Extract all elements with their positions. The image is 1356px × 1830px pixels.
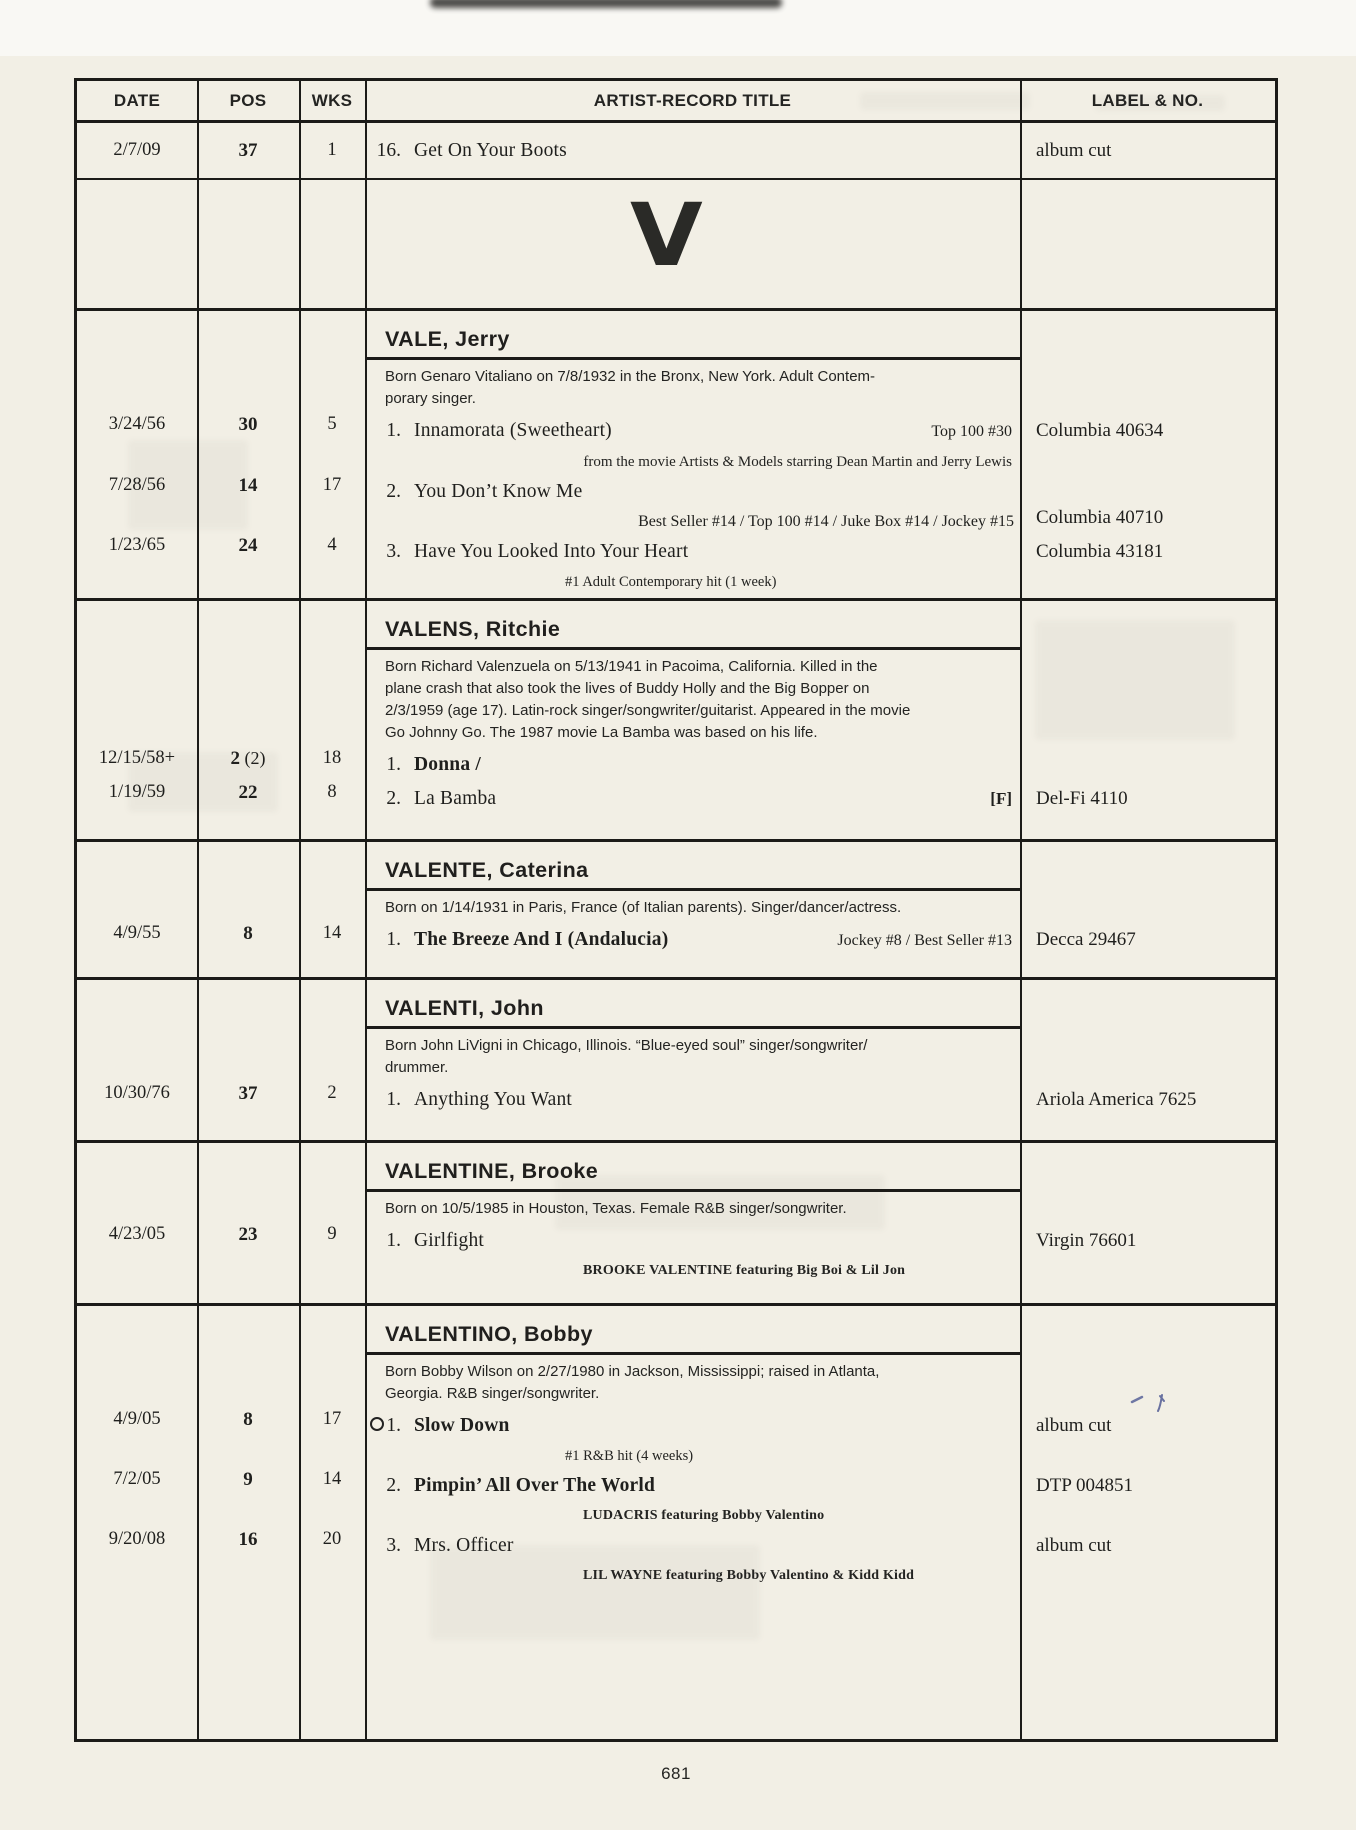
song-subline-credit: BROOKE VALENTINE featuring Big Boi & Lil Jon bbox=[583, 1263, 906, 1278]
song-title: Slow Down bbox=[414, 1415, 510, 1436]
song-number: 1. bbox=[386, 1089, 401, 1110]
bio-line: porary singer. bbox=[385, 390, 476, 407]
artist-name: VALENTE, Caterina bbox=[385, 858, 589, 882]
song-title: Innamorata (Sweetheart) bbox=[414, 420, 612, 441]
peak-position: 8 bbox=[243, 1409, 253, 1430]
song-title-line bbox=[365, 1409, 1020, 1443]
peak-weeks: (2) bbox=[240, 748, 266, 768]
song-title: You Don’t Know Me bbox=[414, 481, 583, 502]
record-label: album cut bbox=[1036, 1535, 1112, 1556]
entry-date: 9/20/08 bbox=[108, 1529, 166, 1549]
entry-date: 12/15/58+ bbox=[98, 748, 176, 768]
song-subline-credit: LIL WAYNE featuring Bobby Valentino & Kidd Kidd bbox=[583, 1568, 915, 1583]
bio-line: Born John LiVigni in Chicago, Illinois. “Blue-eyed soul” singer/songwriter/ bbox=[385, 1037, 868, 1054]
scan-artifact-smudge bbox=[430, 0, 782, 8]
song-title: La Bamba bbox=[414, 788, 497, 809]
song-title-line bbox=[365, 1469, 1020, 1503]
peak-position: 14 bbox=[238, 475, 258, 496]
artist-bio bbox=[385, 1361, 985, 1405]
peak-position: 37 bbox=[238, 1083, 258, 1104]
entry-peak-position bbox=[197, 748, 299, 782]
song-title: Have You Looked Into Your Heart bbox=[414, 541, 689, 562]
letter-v-divider: V bbox=[630, 186, 700, 287]
song-number: 1. bbox=[386, 929, 401, 950]
chart-entry-row bbox=[77, 475, 1275, 535]
entry-weeks-charted: 20 bbox=[322, 1529, 342, 1549]
song-title: Anything You Want bbox=[414, 1089, 573, 1110]
entry-peak-position: 37 bbox=[238, 139, 258, 161]
entry-date: 4/23/05 bbox=[108, 1224, 166, 1244]
artist-name-rule bbox=[365, 888, 1020, 891]
artist-name-rule bbox=[365, 647, 1020, 650]
entry-weeks-charted: 9 bbox=[327, 1224, 337, 1244]
artist-name: VALE, Jerry bbox=[385, 327, 510, 351]
sections bbox=[77, 311, 1275, 1739]
table-header-row bbox=[77, 81, 1275, 123]
bio-line: Born Bobby Wilson on 2/27/1980 in Jackson, Mississippi; raised in Atlanta, bbox=[385, 1363, 880, 1380]
header-date: DATE bbox=[113, 90, 161, 110]
entry-weeks-charted: 17 bbox=[322, 475, 342, 495]
bio-line: Born Genaro Vitaliano on 7/8/1932 in the Bronx, New York. Adult Contem- bbox=[385, 368, 876, 385]
entry-date: 7/28/56 bbox=[108, 475, 166, 495]
chart-entry-row bbox=[77, 1083, 1275, 1117]
peak-position: 30 bbox=[238, 414, 258, 435]
column-divider bbox=[197, 81, 199, 1739]
record-label: Columbia 43181 bbox=[1036, 541, 1164, 562]
song-title: Donna / bbox=[414, 754, 481, 775]
record-label: Columbia 40634 bbox=[1036, 420, 1164, 441]
entry-date: 4/9/55 bbox=[113, 923, 161, 943]
entry-weeks-charted: 8 bbox=[327, 782, 337, 802]
bio-line: plane crash that also took the lives of Buddy Holly and the Big Bopper on bbox=[385, 680, 870, 697]
artist-name-rule bbox=[365, 1026, 1020, 1029]
song-number: 16. bbox=[376, 139, 401, 161]
record-label bbox=[1020, 748, 1275, 782]
artist-section bbox=[77, 601, 1275, 842]
artist-name: VALENTINE, Brooke bbox=[385, 1159, 599, 1183]
record-label: Virgin 76601 bbox=[1036, 1230, 1137, 1251]
header-artist-record-title: ARTIST-RECORD TITLE bbox=[593, 90, 792, 110]
artist-bio bbox=[385, 366, 985, 410]
record-label: DTP 004851 bbox=[1036, 1475, 1133, 1496]
song-title-line bbox=[365, 748, 1020, 782]
song-subline-chart: Best Seller #14 / Top 100 #14 / Juke Box #14 / Jockey #15 bbox=[638, 513, 1014, 530]
entry-peak-position bbox=[197, 1529, 299, 1589]
chart-entry-row bbox=[77, 1409, 1275, 1469]
peak-position: 8 bbox=[243, 923, 253, 944]
entry-date: 2/7/09 bbox=[113, 140, 161, 160]
record-label: album cut bbox=[1036, 1415, 1112, 1436]
song-subline-note: #1 R&B hit (4 weeks) bbox=[565, 1448, 694, 1464]
entry-peak-position bbox=[197, 414, 299, 475]
entry-peak-position bbox=[197, 1083, 299, 1117]
entry-weeks-charted: 14 bbox=[322, 1469, 342, 1489]
song-number: 1. bbox=[386, 754, 401, 775]
artist-section bbox=[77, 842, 1275, 980]
artist-section bbox=[77, 980, 1275, 1143]
chart-entry-row bbox=[77, 923, 1275, 958]
flip-side-indicator: [F] bbox=[990, 789, 1012, 808]
record-label: Decca 29467 bbox=[1036, 929, 1136, 950]
header-label-no: LABEL & NO. bbox=[1091, 90, 1204, 110]
song-number: 3. bbox=[386, 541, 401, 562]
entry-weeks-charted: 18 bbox=[322, 748, 342, 768]
chart-entry-row bbox=[77, 414, 1275, 475]
entry-peak-position bbox=[197, 535, 299, 595]
song-title-line bbox=[365, 414, 1020, 449]
song-title-line bbox=[365, 1083, 1020, 1117]
artist-name: VALENS, Ritchie bbox=[385, 617, 561, 641]
artist-name-rule bbox=[365, 357, 1020, 360]
artist-name: VALENTINO, Bobby bbox=[385, 1322, 593, 1346]
song-title: Girlfight bbox=[414, 1230, 485, 1251]
chart-entry-row bbox=[77, 782, 1275, 816]
song-number: 3. bbox=[386, 1535, 401, 1556]
song-number: 2. bbox=[386, 788, 401, 809]
artist-name: VALENTI, John bbox=[385, 996, 544, 1020]
peak-position: 24 bbox=[238, 535, 258, 556]
artist-section bbox=[77, 1306, 1275, 1739]
chart-entry-row bbox=[77, 748, 1275, 782]
artist-bio bbox=[385, 656, 985, 744]
record-label: album cut bbox=[1036, 139, 1112, 161]
chart-position-note: Top 100 #30 bbox=[931, 423, 1012, 440]
artist-bio bbox=[385, 1035, 985, 1079]
song-title-line bbox=[365, 923, 1020, 958]
entry-date: 1/19/59 bbox=[108, 782, 166, 802]
song-number: 1. bbox=[386, 1230, 401, 1251]
page-top-strip bbox=[0, 0, 1356, 56]
entry-date: 4/9/05 bbox=[113, 1409, 161, 1429]
chart-entry-row bbox=[77, 1224, 1275, 1284]
gold-record-circle-icon bbox=[370, 1417, 384, 1431]
entry-date: 7/2/05 bbox=[113, 1469, 161, 1489]
song-title: The Breeze And I (Andalucia) bbox=[414, 929, 669, 950]
chart-entry-row bbox=[77, 1469, 1275, 1529]
entry-weeks-charted: 14 bbox=[322, 923, 342, 943]
peak-position: 16 bbox=[238, 1529, 258, 1550]
song-title-line bbox=[365, 535, 1020, 569]
record-label: Ariola America 7625 bbox=[1036, 1089, 1197, 1110]
bio-line: Born Richard Valenzuela on 5/13/1941 in Pacoima, California. Killed in the bbox=[385, 658, 878, 675]
bio-line: Go Johnny Go. The 1987 movie La Bamba was based on his life. bbox=[385, 724, 818, 741]
entry-peak-position bbox=[197, 475, 299, 535]
entry-peak-position bbox=[197, 782, 299, 816]
entry-peak-position bbox=[197, 1409, 299, 1469]
column-divider bbox=[1020, 81, 1022, 1739]
peak-position: 22 bbox=[238, 782, 258, 803]
entry-weeks-charted: 2 bbox=[327, 1083, 337, 1103]
artist-bio bbox=[385, 897, 985, 919]
record-label: Del-Fi 4110 bbox=[1036, 788, 1128, 809]
song-number: 1. bbox=[386, 1415, 401, 1436]
singles-chart-table bbox=[74, 78, 1278, 1742]
song-title: Mrs. Officer bbox=[414, 1535, 514, 1556]
entry-peak-position bbox=[197, 1224, 299, 1284]
entry-weeks-charted: 5 bbox=[327, 414, 337, 434]
peak-position: 2 bbox=[230, 748, 240, 769]
song-number: 1. bbox=[386, 420, 401, 441]
artist-section bbox=[77, 311, 1275, 601]
song-title-line bbox=[365, 475, 1020, 509]
letter-divider-block bbox=[77, 180, 1275, 311]
song-number: 2. bbox=[386, 481, 401, 502]
peak-position: 23 bbox=[238, 1224, 258, 1245]
entry-weeks-charted: 4 bbox=[327, 535, 337, 555]
carryover-entry-row bbox=[77, 123, 1275, 180]
entry-peak-position bbox=[197, 1469, 299, 1529]
header-pos: POS bbox=[229, 90, 267, 110]
chart-position-note: Jockey #8 / Best Seller #13 bbox=[837, 932, 1012, 949]
entry-date: 1/23/65 bbox=[108, 535, 166, 555]
record-label: Columbia 40710 bbox=[1036, 507, 1164, 528]
entry-weeks-charted: 1 bbox=[327, 140, 337, 160]
song-title-line bbox=[365, 1224, 1020, 1258]
bio-line: drummer. bbox=[385, 1059, 449, 1076]
artist-section bbox=[77, 1143, 1275, 1306]
peak-position: 9 bbox=[243, 1469, 253, 1490]
column-divider bbox=[299, 81, 301, 1739]
song-subline-movie: from the movie Artists & Models starring Dean Martin and Jerry Lewis bbox=[583, 454, 1012, 470]
song-title: Pimpin’ All Over The World bbox=[414, 1475, 656, 1496]
artist-name-rule bbox=[365, 1189, 1020, 1192]
entry-weeks-charted: 17 bbox=[322, 1409, 342, 1429]
artist-bio bbox=[385, 1198, 985, 1220]
page-number: 681 bbox=[661, 1764, 691, 1783]
entry-date: 3/24/56 bbox=[108, 414, 166, 434]
song-title-line bbox=[365, 1529, 1020, 1563]
song-title-line bbox=[365, 134, 1020, 168]
song-number: 2. bbox=[386, 1475, 401, 1496]
chart-entry-row bbox=[77, 535, 1275, 595]
entry-peak-position bbox=[197, 923, 299, 958]
song-title: Get On Your Boots bbox=[414, 139, 567, 161]
song-subline-credit: LUDACRIS featuring Bobby Valentino bbox=[583, 1508, 825, 1523]
song-subline-note: #1 Adult Contemporary hit (1 week) bbox=[565, 574, 777, 590]
pen-mark-artifact bbox=[1130, 1390, 1178, 1422]
song-title-line bbox=[365, 782, 1020, 816]
entry-date: 10/30/76 bbox=[104, 1083, 170, 1103]
bio-line: Born on 1/14/1931 in Paris, France (of Italian parents). Singer/dancer/actress. bbox=[385, 899, 902, 916]
header-wks: WKS bbox=[311, 90, 353, 110]
bio-line: Georgia. R&B singer/songwriter. bbox=[385, 1385, 600, 1402]
column-divider bbox=[365, 81, 367, 1739]
chart-entry-row bbox=[77, 1529, 1275, 1589]
artist-name-rule bbox=[365, 1352, 1020, 1355]
bio-line: 2/3/1959 (age 17). Latin-rock singer/songwriter/guitarist. Appeared in the movie bbox=[385, 702, 911, 719]
bio-line: Born on 10/5/1985 in Houston, Texas. Female R&B singer/songwriter. bbox=[385, 1200, 847, 1217]
